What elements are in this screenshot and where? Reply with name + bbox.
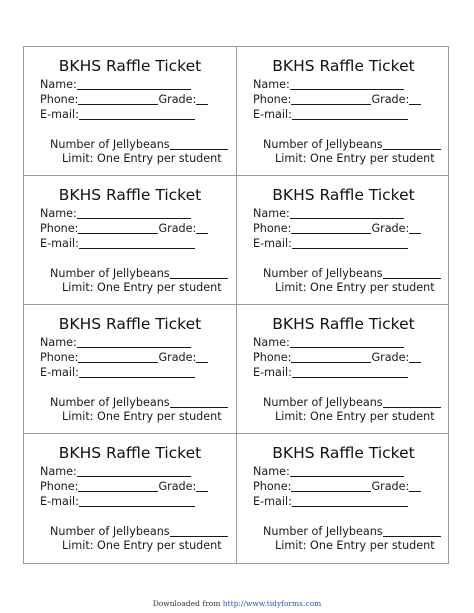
grade-label: Grade:: [371, 222, 410, 235]
raffle-ticket-3: [24, 176, 237, 305]
grade-blank-line[interactable]: [196, 351, 208, 363]
phone-blank-line[interactable]: [291, 480, 371, 492]
phone-label: Phone:: [253, 93, 292, 106]
limit-note: Limit: One Entry per student: [275, 281, 435, 294]
ticket-title: BKHS Raffle Ticket: [272, 315, 415, 333]
email-blank-line[interactable]: [79, 108, 195, 120]
raffle-ticket-7: [24, 434, 237, 563]
email-label: E-mail:: [253, 366, 292, 379]
name-label: Name:: [253, 336, 290, 349]
jellybeans-label: Number of Jellybeans: [263, 138, 383, 151]
phone-blank-line[interactable]: [291, 93, 371, 105]
limit-note: Limit: One Entry per student: [62, 281, 222, 294]
email-field-row: [253, 108, 408, 122]
grade-label: Grade:: [158, 480, 197, 493]
phone-grade-row: [253, 93, 421, 107]
grade-label: Grade:: [158, 351, 197, 364]
raffle-ticket-2: [237, 47, 448, 176]
name-label: Name:: [253, 78, 290, 91]
name-label: Name:: [40, 336, 77, 349]
jellybeans-row: [50, 525, 228, 539]
name-field-row: [40, 78, 191, 92]
grade-blank-line[interactable]: [409, 93, 421, 105]
phone-label: Phone:: [40, 480, 79, 493]
name-label: Name:: [253, 207, 290, 220]
phone-grade-row: [253, 480, 421, 494]
name-label: Name:: [40, 78, 77, 91]
name-field-row: [40, 465, 191, 479]
grade-label: Grade:: [158, 93, 197, 106]
phone-grade-row: [40, 222, 208, 236]
email-label: E-mail:: [40, 366, 79, 379]
ticket-title: BKHS Raffle Ticket: [272, 57, 415, 75]
name-label: Name:: [40, 465, 77, 478]
phone-grade-row: [40, 351, 208, 365]
email-blank-line[interactable]: [292, 366, 408, 378]
email-field-row: [40, 495, 195, 509]
limit-note: Limit: One Entry per student: [275, 539, 435, 552]
footer-prefix: Downloaded from: [152, 599, 223, 608]
phone-grade-row: [253, 351, 421, 365]
ticket-title: BKHS Raffle Ticket: [58, 315, 202, 333]
phone-label: Phone:: [40, 351, 79, 364]
jellybeans-blank-line[interactable]: [170, 138, 228, 150]
jellybeans-blank-line[interactable]: [383, 138, 441, 150]
name-blank-line[interactable]: [77, 207, 191, 219]
name-blank-line[interactable]: [290, 207, 404, 219]
jellybeans-label: Number of Jellybeans: [50, 267, 170, 280]
jellybeans-label: Number of Jellybeans: [263, 396, 383, 409]
grade-blank-line[interactable]: [196, 222, 208, 234]
email-field-row: [40, 237, 195, 251]
limit-note: Limit: One Entry per student: [275, 152, 435, 165]
phone-blank-line[interactable]: [78, 351, 158, 363]
raffle-ticket-5: [24, 305, 237, 434]
jellybeans-label: Number of Jellybeans: [263, 267, 383, 280]
phone-label: Phone:: [253, 480, 292, 493]
ticket-title: BKHS Raffle Ticket: [272, 186, 415, 204]
phone-label: Phone:: [253, 222, 292, 235]
grade-label: Grade:: [158, 222, 197, 235]
raffle-ticket-sheet: [23, 46, 449, 564]
name-blank-line[interactable]: [290, 336, 404, 348]
name-field-row: [253, 336, 404, 350]
phone-label: Phone:: [253, 351, 292, 364]
jellybeans-blank-line[interactable]: [170, 267, 228, 279]
name-label: Name:: [40, 207, 77, 220]
name-field-row: [253, 207, 404, 221]
email-blank-line[interactable]: [292, 108, 408, 120]
jellybeans-label: Number of Jellybeans: [50, 138, 170, 151]
phone-blank-line[interactable]: [78, 480, 158, 492]
phone-blank-line[interactable]: [291, 351, 371, 363]
grade-blank-line[interactable]: [409, 222, 421, 234]
jellybeans-row: [263, 138, 441, 152]
raffle-ticket-8: [237, 434, 448, 563]
email-field-row: [253, 237, 408, 251]
jellybeans-blank-line[interactable]: [170, 525, 228, 537]
jellybeans-row: [50, 396, 228, 410]
jellybeans-row: [263, 396, 441, 410]
name-blank-line[interactable]: [77, 336, 191, 348]
grade-label: Grade:: [371, 480, 410, 493]
email-label: E-mail:: [40, 237, 79, 250]
jellybeans-blank-line[interactable]: [170, 396, 228, 408]
name-blank-line[interactable]: [77, 78, 191, 90]
phone-blank-line[interactable]: [78, 93, 158, 105]
limit-note: Limit: One Entry per student: [62, 152, 222, 165]
email-blank-line[interactable]: [79, 366, 195, 378]
jellybeans-row: [263, 525, 441, 539]
ticket-title: BKHS Raffle Ticket: [58, 444, 202, 462]
limit-note: Limit: One Entry per student: [62, 410, 222, 423]
jellybeans-row: [263, 267, 441, 281]
grade-blank-line[interactable]: [409, 351, 421, 363]
email-label: E-mail:: [253, 237, 292, 250]
raffle-ticket-6: [237, 305, 448, 434]
email-field-row: [253, 495, 408, 509]
raffle-ticket-4: [237, 176, 448, 305]
name-field-row: [40, 207, 191, 221]
phone-label: Phone:: [40, 222, 79, 235]
jellybeans-blank-line[interactable]: [383, 525, 441, 537]
name-blank-line[interactable]: [290, 465, 404, 477]
download-footer: [0, 599, 474, 608]
email-blank-line[interactable]: [79, 237, 195, 249]
email-label: E-mail:: [253, 495, 292, 508]
email-blank-line[interactable]: [292, 237, 408, 249]
jellybeans-label: Number of Jellybeans: [263, 525, 383, 538]
jellybeans-row: [50, 267, 228, 281]
phone-label: Phone:: [40, 93, 79, 106]
footer-link[interactable]: http://www.tidyforms.com: [222, 599, 322, 608]
email-label: E-mail:: [40, 495, 79, 508]
jellybeans-blank-line[interactable]: [383, 396, 441, 408]
name-field-row: [40, 336, 191, 350]
ticket-title: BKHS Raffle Ticket: [58, 186, 202, 204]
grade-blank-line[interactable]: [196, 480, 208, 492]
grade-blank-line[interactable]: [409, 480, 421, 492]
name-label: Name:: [253, 465, 290, 478]
email-field-row: [40, 108, 195, 122]
limit-note: Limit: One Entry per student: [275, 410, 435, 423]
grade-blank-line[interactable]: [196, 93, 208, 105]
name-field-row: [253, 78, 404, 92]
email-blank-line[interactable]: [79, 495, 195, 507]
email-field-row: [253, 366, 408, 380]
email-blank-line[interactable]: [292, 495, 408, 507]
jellybeans-label: Number of Jellybeans: [50, 396, 170, 409]
grade-label: Grade:: [371, 93, 410, 106]
phone-grade-row: [40, 480, 208, 494]
jellybeans-label: Number of Jellybeans: [50, 525, 170, 538]
grade-label: Grade:: [371, 351, 410, 364]
phone-blank-line[interactable]: [291, 222, 371, 234]
email-label: E-mail:: [253, 108, 292, 121]
phone-grade-row: [40, 93, 208, 107]
jellybeans-row: [50, 138, 228, 152]
phone-blank-line[interactable]: [78, 222, 158, 234]
raffle-ticket-1: [24, 47, 237, 176]
name-field-row: [253, 465, 404, 479]
ticket-title: BKHS Raffle Ticket: [58, 57, 202, 75]
email-field-row: [40, 366, 195, 380]
email-label: E-mail:: [40, 108, 79, 121]
phone-grade-row: [253, 222, 421, 236]
name-blank-line[interactable]: [290, 78, 404, 90]
ticket-title: BKHS Raffle Ticket: [272, 444, 415, 462]
name-blank-line[interactable]: [77, 465, 191, 477]
jellybeans-blank-line[interactable]: [383, 267, 441, 279]
limit-note: Limit: One Entry per student: [62, 539, 222, 552]
